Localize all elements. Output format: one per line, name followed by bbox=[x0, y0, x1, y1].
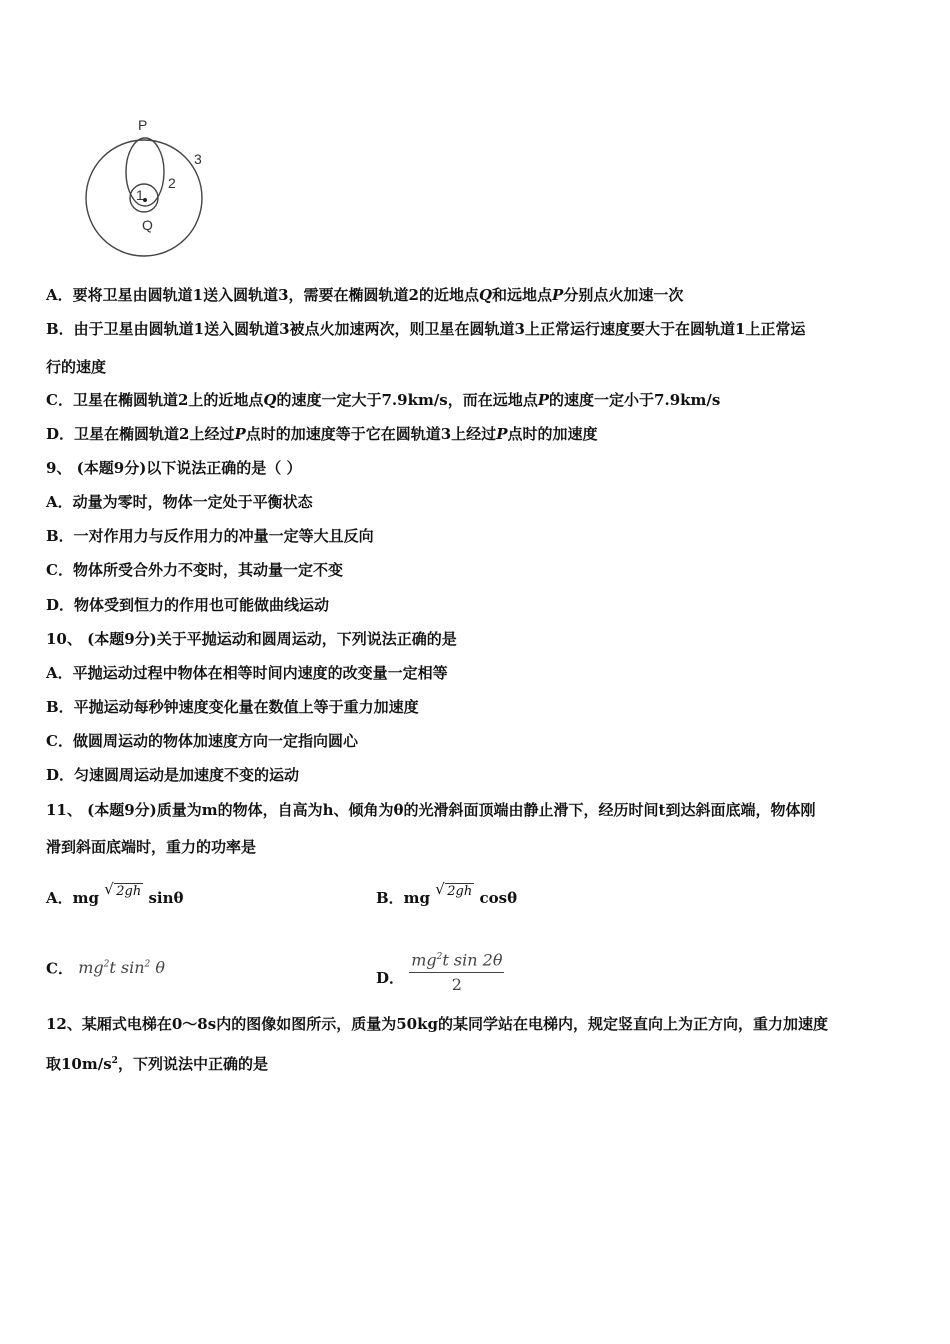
q10-stem: 10、 (本题9分)关于平抛运动和圆周运动，下列说法正确的是 bbox=[46, 630, 457, 648]
orbit-1-circle bbox=[130, 184, 158, 212]
q11-option-d: D． $\frac{mg^2t \sin 2\theta}{2}$ bbox=[376, 955, 504, 1003]
orbit-3-circle bbox=[86, 140, 202, 256]
q9-option-b: B．一对作用力与反作用力的冲量一定等大且反向 bbox=[46, 527, 374, 545]
q8-option-c: C．卫星在椭圆轨道2上的近地点Q的速度一定大于7.9km/s，而在远地点P的速度一定小于7.9km/s bbox=[46, 391, 721, 409]
q11-c-formula: $mg^2t$ $\sin^2 \theta$ bbox=[78, 958, 165, 978]
q9-option-d: D．物体受到恒力的作用也可能做曲线运动 bbox=[46, 596, 330, 614]
q8-option-d: D．卫星在椭圆轨道2上经过P点时的加速度等于它在圆轨道3上经过P点时的加速度 bbox=[46, 425, 598, 443]
q9-option-c: C．物体所受合外力不变时，其动量一定不变 bbox=[46, 561, 343, 579]
label-orbit-2: 2 bbox=[168, 175, 176, 191]
orbit-svg bbox=[80, 112, 220, 262]
q12-stem-line2: 取$10m/s^2$，下列说法中正确的是 bbox=[46, 1055, 268, 1073]
q11-option-a: A．mg √ 2gh sinθ bbox=[46, 880, 184, 907]
q10-option-c: C．做圆周运动的物体加速度方向一定指向圆心 bbox=[46, 732, 358, 750]
q12-stem-line1: 12、某厢式电梯在0～8s内的图像如图所示，质量为50kg的某同学站在电梯内，规定竖直向上为正方向，重力加速度 bbox=[46, 1015, 828, 1033]
label-p: P bbox=[138, 117, 148, 133]
q9-stem: 9、 (本题9分)以下说法正确的是（ ） bbox=[46, 459, 302, 477]
q11-option-b: B．mg √ 2gh cosθ bbox=[376, 880, 518, 907]
q11-d-fraction: $\frac{mg^2t \sin 2\theta}{2}$ bbox=[409, 947, 504, 995]
q11-stem-line2: 滑到斜面底端时，重力的功率是 bbox=[46, 838, 257, 856]
orbit-diagram bbox=[80, 112, 220, 266]
q10-option-d: D．匀速圆周运动是加速度不变的运动 bbox=[46, 766, 300, 784]
label-orbit-1: 1 bbox=[136, 187, 144, 203]
label-orbit-3: 3 bbox=[194, 151, 202, 167]
q11-stem-line1: 11、 (本题9分)质量为m的物体，自高为h、倾角为θ的光滑斜面顶端由静止滑下，经历时间t到达斜面底端，物体刚 bbox=[46, 801, 816, 819]
q11-option-c: C． $mg^2t$ $\sin^2 \theta$ bbox=[46, 958, 165, 978]
q9-option-a: A．动量为零时，物体一定处于平衡状态 bbox=[46, 493, 313, 511]
label-q: Q bbox=[142, 217, 153, 233]
q8-option-a: A．要将卫星由圆轨道1送入圆轨道3，需要在椭圆轨道2的近地点Q和远地点P分别点火加速一次 bbox=[46, 286, 684, 304]
q8-option-b-line2: 行的速度 bbox=[46, 358, 107, 376]
sqrt-2gh-b: √ 2gh bbox=[435, 880, 473, 899]
q10-option-b: B．平抛运动每秒钟速度变化量在数值上等于重力加速度 bbox=[46, 698, 419, 716]
sqrt-2gh-a: √ 2gh bbox=[104, 880, 142, 899]
q8-option-b-line1: B．由于卫星由圆轨道1送入圆轨道3被点火加速两次，则卫星在圆轨道3上正常运行速度要大于在圆轨道1上正常运 bbox=[46, 320, 806, 338]
q10-option-a: A．平抛运动过程中物体在相等时间内速度的改变量一定相等 bbox=[46, 664, 448, 682]
